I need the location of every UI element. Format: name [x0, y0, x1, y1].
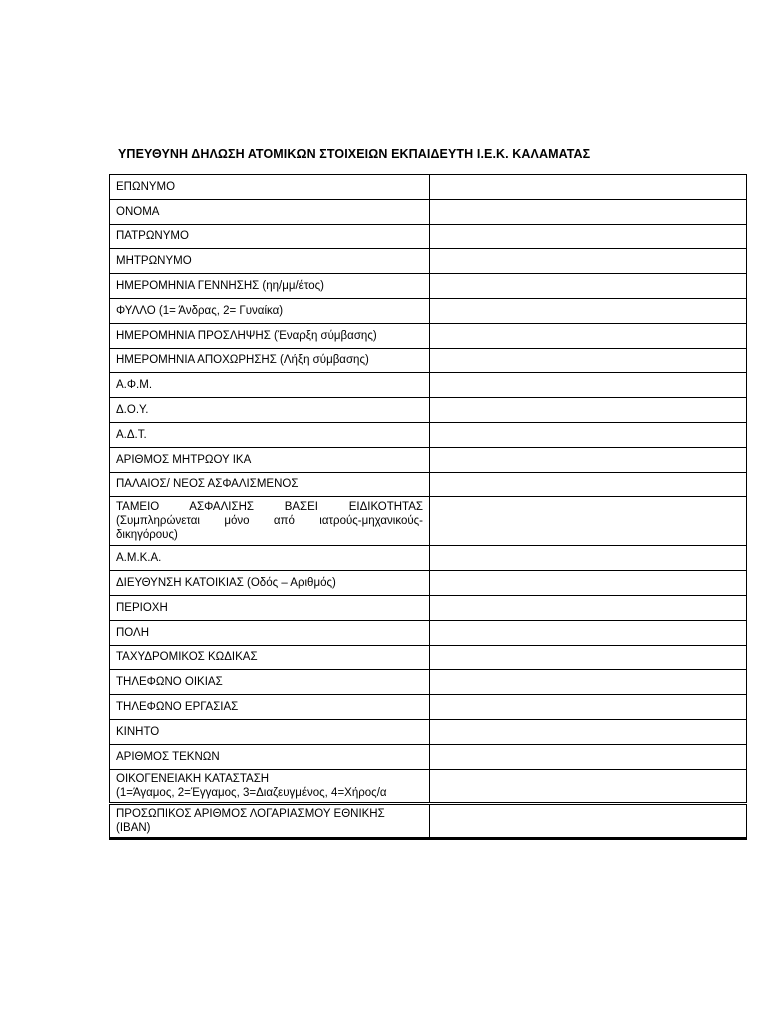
field-label: [110, 497, 430, 546]
field-label: ΠΑΤΡΩΝΥΜΟ: [110, 224, 430, 249]
field-value-cell[interactable]: [430, 645, 747, 670]
field-label: ΠΕΡΙΟΧΗ: [110, 595, 430, 620]
form-row-insured-status: [110, 472, 747, 497]
field-label-line: δικηγόρους): [116, 529, 178, 542]
personal-details-form: [109, 174, 747, 840]
field-value-cell[interactable]: [430, 620, 747, 645]
form-row-work-phone: [110, 695, 747, 720]
field-label: Α.Μ.Κ.Α.: [110, 546, 430, 571]
form-row-postal-code: [110, 645, 747, 670]
form-row-home-phone: [110, 670, 747, 695]
field-label: ΚΙΝΗΤΟ: [110, 719, 430, 744]
field-value-cell[interactable]: [430, 546, 747, 571]
field-value-cell[interactable]: [430, 769, 747, 803]
field-label: ΠΑΛΑΙΟΣ/ ΝΕΟΣ ΑΣΦΑΛΙΣΜΕΝΟΣ: [110, 472, 430, 497]
field-label: [110, 769, 430, 803]
field-label-line: (IBAN): [116, 821, 151, 834]
form-row-city: [110, 620, 747, 645]
field-label: Α.Φ.Μ.: [110, 373, 430, 398]
form-row-marital-status: [110, 769, 747, 803]
field-label-line: ΠΡΟΣΩΠΙΚΟΣ ΑΡΙΘΜΟΣ ΛΟΓΑΡΙΑΣΜΟΥ ΕΘΝΙΚΗΣ: [116, 807, 385, 820]
form-row-tax-office: [110, 398, 747, 423]
form-row-surname: [110, 175, 747, 200]
field-label-line: (1=Άγαμος, 2=Έγγαμος, 3=Διαζευγμένος, 4=Χήρος/α: [116, 786, 387, 799]
field-value-cell[interactable]: [430, 348, 747, 373]
field-label: ΑΡΙΘΜΟΣ ΤΕΚΝΩΝ: [110, 744, 430, 769]
form-row-first-name: [110, 199, 747, 224]
field-value-cell[interactable]: [430, 199, 747, 224]
field-label-line: ΟΙΚΟΓΕΝΕΙΑΚΗ ΚΑΤΑΣΤΑΣΗ: [116, 772, 270, 785]
field-value-cell[interactable]: [430, 422, 747, 447]
field-label: ΜΗΤΡΩΝΥΜΟ: [110, 249, 430, 274]
field-label: [110, 803, 430, 838]
field-label: ΤΗΛΕΦΩΝΟ ΟΙΚΙΑΣ: [110, 670, 430, 695]
form-row-mother-name: [110, 249, 747, 274]
field-label: ΕΠΩΝΥΜΟ: [110, 175, 430, 200]
form-row-iban: [110, 803, 747, 838]
field-value-cell[interactable]: [430, 472, 747, 497]
field-value-cell[interactable]: [430, 224, 747, 249]
field-value-cell[interactable]: [430, 744, 747, 769]
field-value-cell[interactable]: [430, 298, 747, 323]
field-label: ΔΙΕΥΘΥΝΣΗ ΚΑΤΟΙΚΙΑΣ (Οδός – Αριθμός): [110, 571, 430, 596]
field-label: ΤΑΧΥΔΡΟΜΙΚΟΣ ΚΩΔΙΚΑΣ: [110, 645, 430, 670]
field-label: ΤΗΛΕΦΩΝΟ ΕΡΓΑΣΙΑΣ: [110, 695, 430, 720]
form-row-hire-date: [110, 323, 747, 348]
field-value-cell[interactable]: [430, 497, 747, 546]
field-value-cell[interactable]: [430, 398, 747, 423]
field-label-line: ΤΑΜΕΙΟ ΑΣΦΑΛΙΣΗΣ ΒΑΣΕΙ ΕΙΔΙΚΟΤΗΤΑΣ: [116, 501, 423, 514]
field-label-line: (Συμπληρώνεται μόνο από ιατρούς-μηχανικούς-: [116, 515, 423, 528]
field-value-cell[interactable]: [430, 670, 747, 695]
field-label: ΦΥΛΛΟ (1= Άνδρας, 2= Γυναίκα): [110, 298, 430, 323]
field-value-cell[interactable]: [430, 571, 747, 596]
field-label: ΑΡΙΘΜΟΣ ΜΗΤΡΩΟΥ ΙΚΑ: [110, 447, 430, 472]
field-label: ΗΜΕΡΟΜΗΝΙΑ ΑΠΟΧΩΡΗΣΗΣ (Λήξη σύμβασης): [110, 348, 430, 373]
form-row-ika-number: [110, 447, 747, 472]
form-row-children-count: [110, 744, 747, 769]
field-value-cell[interactable]: [430, 175, 747, 200]
field-value-cell[interactable]: [430, 274, 747, 299]
field-label: Α.Δ.Τ.: [110, 422, 430, 447]
form-row-father-name: [110, 224, 747, 249]
form-row-insurance-fund: [110, 497, 747, 546]
field-value-cell[interactable]: [430, 803, 747, 838]
field-value-cell[interactable]: [430, 595, 747, 620]
form-row-address: [110, 571, 747, 596]
field-value-cell[interactable]: [430, 323, 747, 348]
field-value-cell[interactable]: [430, 249, 747, 274]
field-label: ΗΜΕΡΟΜΗΝΙΑ ΓΕΝΝΗΣΗΣ (ηη/μμ/έτος): [110, 274, 430, 299]
form-row-tax-id: [110, 373, 747, 398]
document-title: ΥΠΕΥΘΥΝΗ ΔΗΛΩΣΗ ΑΤΟΜΙΚΩΝ ΣΤΟΙΧΕΙΩΝ ΕΚΠΑΙΔΕΥΤΗ Ι.Ε.Κ. ΚΑΛΑΜΑΤΑΣ: [118, 147, 591, 161]
field-value-cell[interactable]: [430, 719, 747, 744]
field-label: ΗΜΕΡΟΜΗΝΙΑ ΠΡΟΣΛΗΨΗΣ (Έναρξη σύμβασης): [110, 323, 430, 348]
form-row-gender: [110, 298, 747, 323]
form-row-departure-date: [110, 348, 747, 373]
form-row-amka: [110, 546, 747, 571]
field-label: Δ.Ο.Υ.: [110, 398, 430, 423]
form-row-birth-date: [110, 274, 747, 299]
field-value-cell[interactable]: [430, 695, 747, 720]
field-value-cell[interactable]: [430, 373, 747, 398]
form-row-id-card: [110, 422, 747, 447]
form-row-area: [110, 595, 747, 620]
field-value-cell[interactable]: [430, 447, 747, 472]
field-label: ΟΝΟΜΑ: [110, 199, 430, 224]
field-label: ΠΟΛΗ: [110, 620, 430, 645]
form-row-mobile: [110, 719, 747, 744]
